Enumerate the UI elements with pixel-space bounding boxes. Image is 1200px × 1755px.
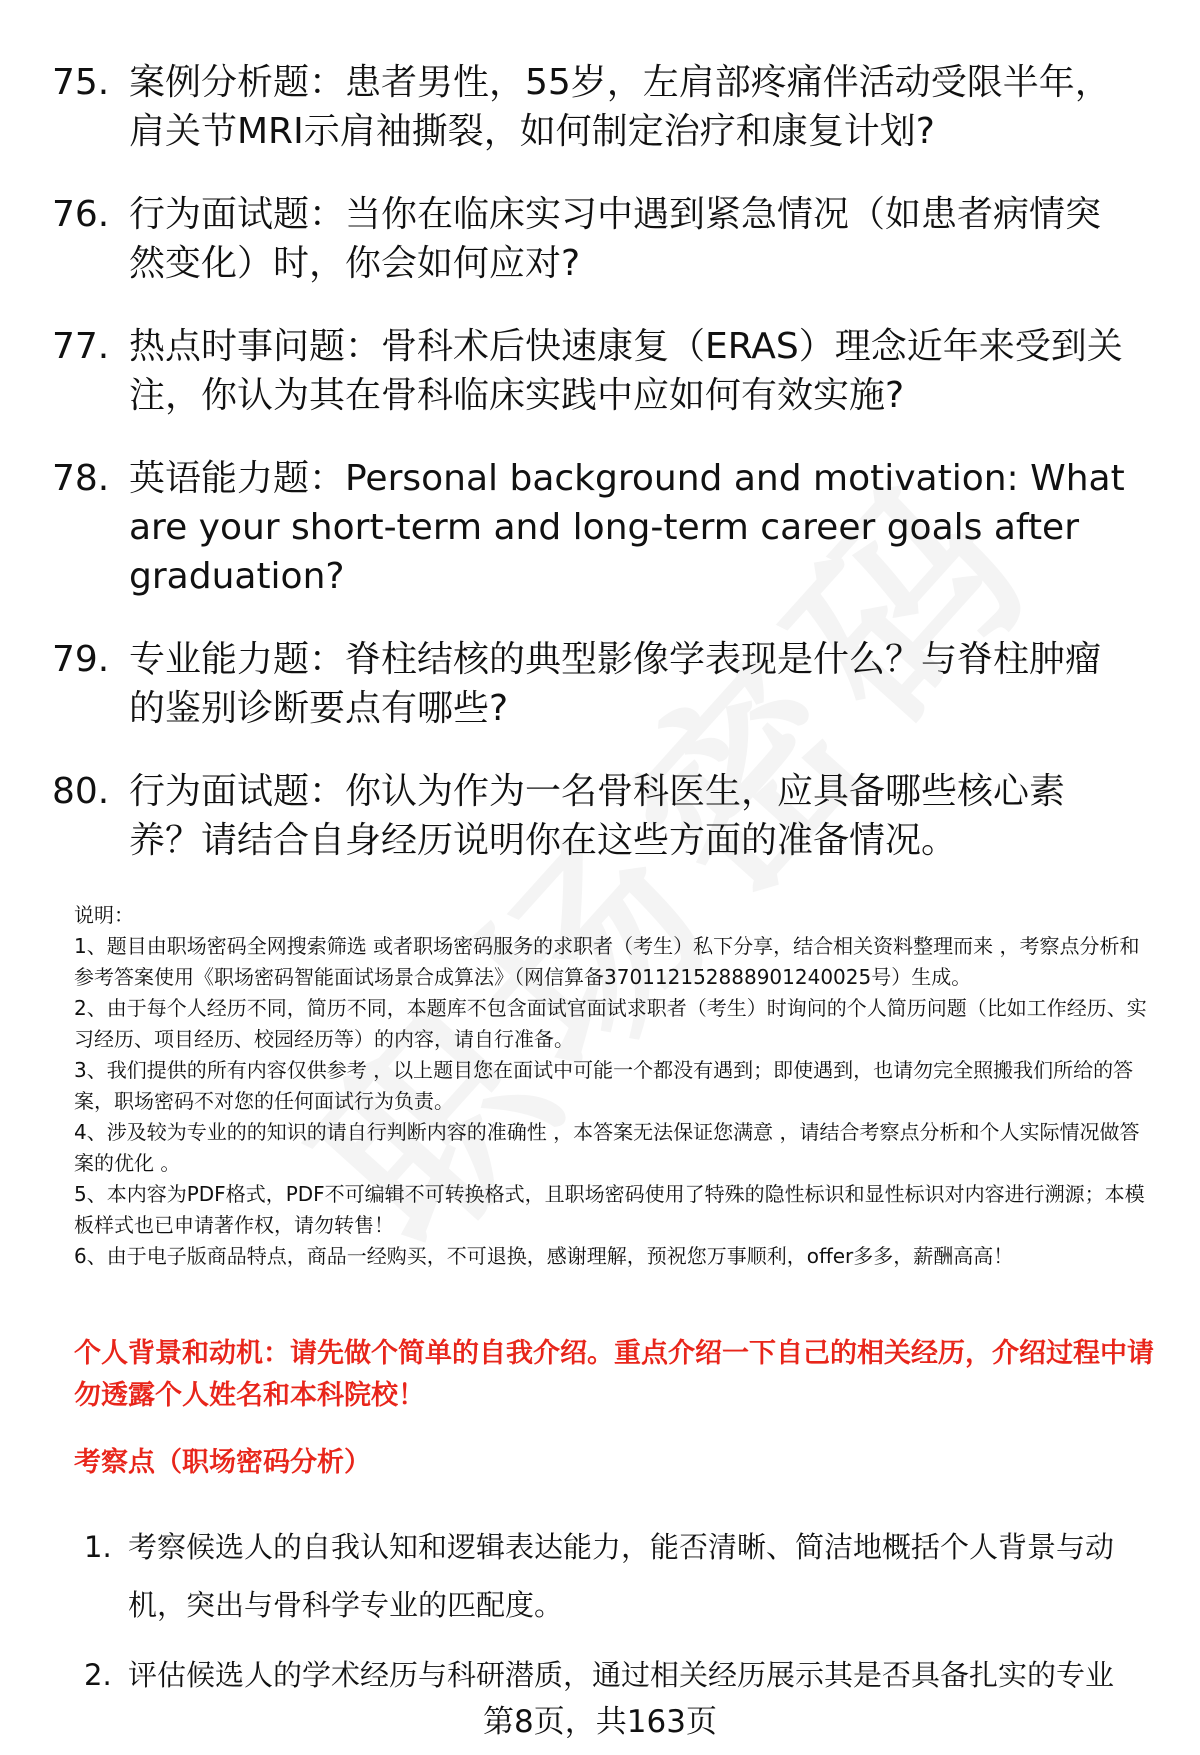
question-text: 专业能力题：脊柱结核的典型影像学表现是什么？与脊柱肿瘤的鉴别诊断要点有哪些?: [129, 639, 1102, 729]
question-text: 英语能力题：Personal background and motivation: What are your short-term and long-term career goals after graduation?: [129, 458, 1125, 597]
point-text: 评估候选人的学术经历与科研潜质，通过相关经历展示其是否具备扎实的专业: [128, 1658, 1115, 1692]
point-text: 考察候选人的自我认知和逻辑表达能力，能否清晰、简洁地概括个人背景与动机，突出与骨科学专业的匹配度。: [128, 1530, 1115, 1622]
notes-section: [74, 900, 1156, 1272]
page-footer: 第8页，共163页: [483, 1704, 717, 1740]
question-number: 77.: [52, 326, 110, 367]
note-item: 1、题目由职场密码全网搜索筛选 或者职场密码服务的求职者（考生）私下分享，结合相关资料整理而来 ，考察点分析和参考答案使用《职场密码智能面试场景合成算法》（网信算备370112152888901240025号）生成。: [74, 934, 1140, 989]
question-item: [52, 635, 1152, 733]
question-text: 行为面试题：你认为作为一名骨科医生，应具备哪些核心素养？请结合自身经历说明你在这些方面的准备情况。: [129, 771, 1066, 861]
note-item: 5、本内容为PDF格式，PDF不可编辑不可转换格式，且职场密码使用了特殊的隐性标识和显性标识对内容进行溯源；本模板样式也已申请著作权，请勿转售！: [74, 1182, 1145, 1237]
note-item: 3、我们提供的所有内容仅供参考 ，以上题目您在面试中可能一个都没有遇到；即使遇到，也请勿完全照搬我们所给的答案，职场密码不对您的任何面试行为负责。: [74, 1058, 1134, 1113]
question-item: [52, 767, 1152, 865]
question-number: 78.: [52, 458, 110, 499]
analysis-point: [84, 1518, 1154, 1634]
analysis-point: [84, 1646, 1154, 1704]
question-number: 80.: [52, 771, 110, 812]
question-item: [52, 454, 1152, 601]
question-list: [52, 58, 1152, 899]
note-item: 2、由于每个人经历不同，简历不同，本题库不包含面试官面试求职者（考生）时询问的个人简历问题（比如工作经历、实习经历、项目经历、校园经历等）的内容，请自行准备。: [74, 996, 1147, 1051]
question-number: 75.: [52, 62, 110, 103]
note-item: 4、涉及较为专业的的知识的请自行判断内容的准确性 ，本答案无法保证您满意 ，请结合考察点分析和个人实际情况做答案的优化 。: [74, 1120, 1140, 1175]
question-item: [52, 322, 1152, 420]
question-text: 案例分析题：患者男性，55岁，左肩部疼痛伴活动受限半年，肩关节MRI示肩袖撕裂，如何制定治疗和康复计划?: [129, 62, 1111, 152]
question-text: 行为面试题：当你在临床实习中遇到紧急情况（如患者病情突然变化）时，你会如何应对?: [129, 194, 1102, 284]
question-item: [52, 58, 1152, 156]
highlight-question: 个人背景和动机：请先做个简单的自我介绍。重点介绍一下自己的相关经历，介绍过程中请勿透露个人姓名和本科院校！: [74, 1338, 1154, 1411]
question-number: 76.: [52, 194, 110, 235]
question-item: [52, 190, 1152, 288]
analysis-heading: 考察点（职场密码分析）: [74, 1447, 371, 1478]
analysis-point-list: [84, 1518, 1154, 1716]
point-number: 2.: [84, 1658, 112, 1692]
notes-title: 说明：: [74, 903, 134, 927]
question-text: 热点时事问题：骨科术后快速康复（ERAS）理念近年来受到关注，你认为其在骨科临床实践中应如何有效实施?: [129, 326, 1123, 416]
question-number: 79.: [52, 639, 110, 680]
note-item: 6、由于电子版商品特点，商品一经购买，不可退换，感谢理解，预祝您万事顺利，offer多多，薪酬高高！: [74, 1244, 1014, 1268]
point-number: 1.: [84, 1530, 112, 1564]
